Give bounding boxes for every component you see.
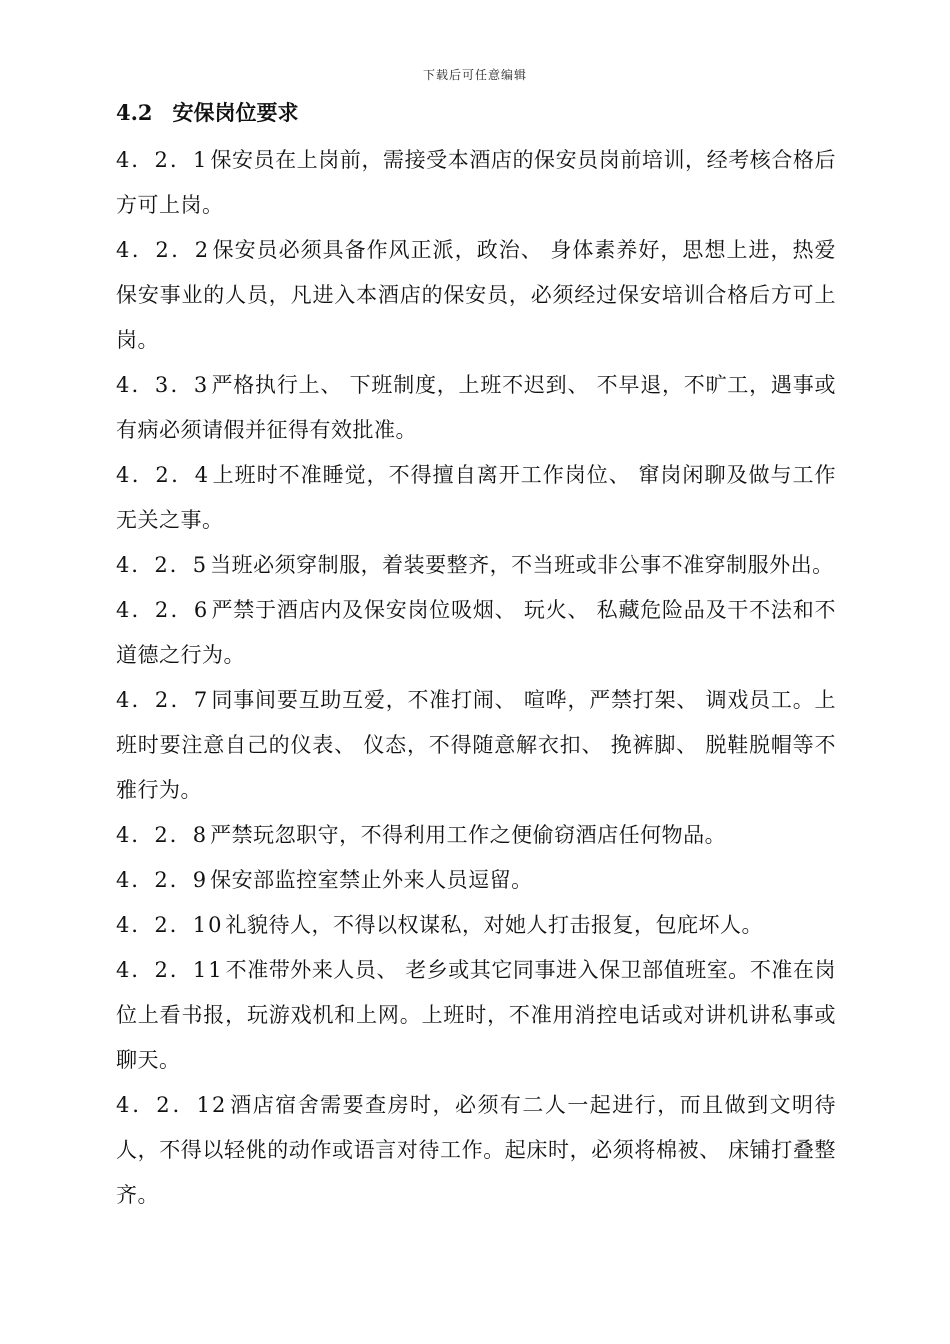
clause-number: 4．2．5 — [116, 553, 209, 577]
paragraph-4-2-5 — [116, 543, 836, 588]
clause-text: 保安部监控室禁止外来人员逗留。 — [210, 868, 533, 892]
paragraph-4-2-1 — [116, 138, 836, 228]
paragraph-4-2-2 — [116, 228, 836, 363]
clause-text: 同事间要互助互爱，不准打闹、 喧哗，严禁打架、 调戏员工。上班时要注意自己的仪表、 仪态，不得随意解衣扣、 挽裤脚、 脱鞋脱帽等不雅行为。 — [116, 688, 836, 802]
paragraph-4-2-11 — [116, 948, 836, 1083]
paragraph-4-2-10 — [116, 903, 836, 948]
clause-number: 4．2．11 — [116, 958, 224, 982]
clause-number: 4．2．8 — [116, 823, 209, 847]
section-heading — [116, 96, 836, 130]
clause-number: 4．2．4 — [116, 463, 211, 487]
paragraph-4-2-7 — [116, 678, 836, 813]
clause-text: 不准带外来人员、 老乡或其它同事进入保卫部值班室。不准在岗位上看书报，玩游戏机和上网。上班时，不准用消控电话或对讲机讲私事或聊天。 — [116, 958, 836, 1072]
clause-number: 4．3．3 — [116, 373, 210, 397]
paragraph-4-2-4 — [116, 453, 836, 543]
paragraph-4-2-6 — [116, 588, 836, 678]
clause-text: 严禁玩忽职守，不得利用工作之便偷窃酒店任何物品。 — [210, 823, 727, 847]
clause-text: 保安员必须具备作风正派，政治、 身体素养好，思想上进，热爱保安事业的人员，凡进入本酒店的保安员，必须经过保安培训合格后方可上岗。 — [116, 238, 836, 352]
section-number: 4.2 — [116, 100, 153, 125]
clause-number: 4．2．2 — [116, 238, 211, 262]
paragraph-4-2-9 — [116, 858, 836, 903]
document-body — [116, 96, 836, 1218]
paragraph-4-2-8 — [116, 813, 836, 858]
clause-text: 上班时不准睡觉，不得擅自离开工作岗位、 窜岗闲聊及做与工作无关之事。 — [116, 463, 836, 532]
clause-number: 4．2．1 — [116, 148, 209, 172]
clause-number: 4．2．6 — [116, 598, 210, 622]
clause-number: 4．2．7 — [116, 688, 210, 712]
clause-text: 酒店宿舍需要查房时，必须有二人一起进行，而且做到文明待人，不得以轻佻的动作或语言对待工作。起床时，必须将棉被、 床铺打叠整齐。 — [116, 1093, 836, 1207]
clause-text: 保安员在上岗前，需接受本酒店的保安员岗前培训，经考核合格后方可上岗。 — [116, 148, 836, 217]
clause-text: 严格执行上、 下班制度，上班不迟到、 不早退，不旷工，遇事或有病必须请假并征得有效批准。 — [116, 373, 836, 442]
clause-text: 严禁于酒店内及保安岗位吸烟、 玩火、 私藏危险品及干不法和不道德之行为。 — [116, 598, 836, 667]
paragraph-4-3-3 — [116, 363, 836, 453]
paragraph-4-2-12 — [116, 1083, 836, 1218]
clause-number: 4．2．10 — [116, 913, 224, 937]
clause-number: 4．2．12 — [116, 1093, 228, 1117]
clause-text: 当班必须穿制服，着装要整齐，不当班或非公事不准穿制服外出。 — [210, 553, 834, 577]
clause-text: 礼貌待人，不得以权谋私，对她人打击报复，包庇坏人。 — [225, 913, 763, 937]
clause-number: 4．2．9 — [116, 868, 209, 892]
page-header-note: 下载后可任意编辑 — [422, 68, 527, 82]
section-title: 安保岗位要求 — [172, 100, 299, 125]
